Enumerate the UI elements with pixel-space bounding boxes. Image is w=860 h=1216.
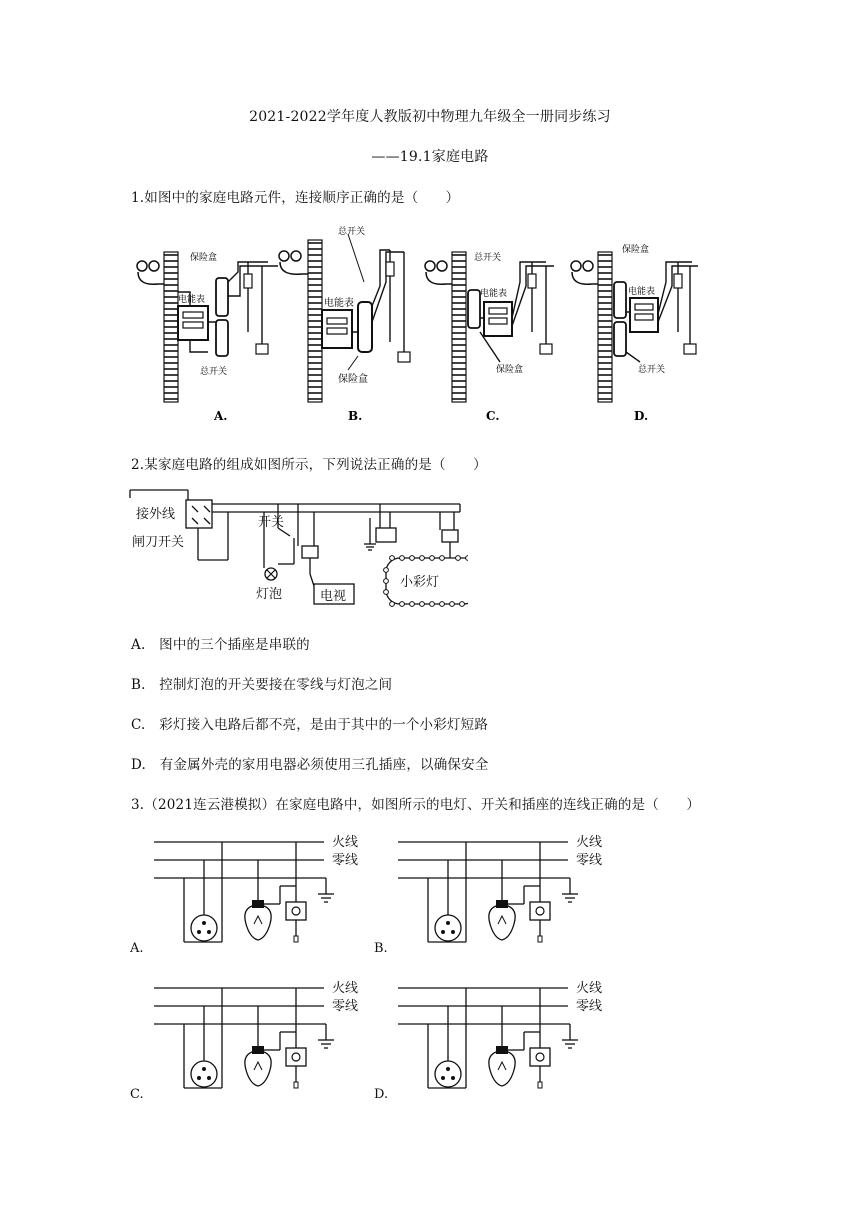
q1-panel-d [571,243,698,423]
lamp-icon [245,1052,271,1086]
lamp-icon [489,906,515,940]
socket-icon [191,915,217,941]
socket-icon [435,1061,461,1087]
q3-option-b: B. [374,941,388,956]
q3-option-c: C. [130,1087,144,1102]
tv-label: 电视 [320,589,347,604]
q1-b-fuse-label: 保险盒 [338,374,368,385]
switch-icon [286,902,306,920]
bulb-label: 灯泡 [256,587,283,602]
question-3-stem: 3.（2021连云港模拟）在家庭电路中，如图所示的电灯、开关和插座的连线正确的是（ ） [131,797,701,813]
q3-panel-b [374,834,602,956]
lamp-icon [489,1052,515,1086]
q1-b-meter-label: 电能表 [324,298,354,309]
q1-d-switch-label: 总开关 [638,365,666,375]
live-wire-label: 火线 [576,981,603,996]
question-3-figures [128,828,618,1108]
socket-icon [435,915,461,941]
question-1-figure [128,222,698,434]
document-title: 2021-2022学年度人教版初中物理九年级全一册同步练习 [249,109,611,125]
neutral-wire-label: 零线 [576,853,603,868]
q1-c-switch-label: 总开关 [474,253,502,263]
question-2-option-c: C. 彩灯接入电路后都不亮，是由于其中的一个小彩灯短路 [131,717,489,733]
live-wire-label: 火线 [332,981,359,996]
switch-icon [286,1048,306,1066]
q3-option-a: A. [130,941,144,956]
switch-label: 开关 [258,515,285,530]
switch-icon [530,902,550,920]
q1-option-b: B. [348,409,363,423]
q1-panel-b [279,225,410,423]
question-1-stem: 1.如图中的家庭电路元件，连接顺序正确的是（ ） [131,190,460,206]
live-wire-label: 火线 [576,835,603,850]
neutral-wire-label: 零线 [576,999,603,1014]
q3-panel-c [130,980,358,1102]
q3-panel-a [129,834,358,956]
document-subtitle: ——19.1家庭电路 [371,149,489,165]
q1-panel-c [425,251,554,423]
question-2-option-d: D. 有金属外壳的家用电器必须使用三孔插座，以确保安全 [131,757,489,773]
incoming-line-label: 接外线 [136,507,176,522]
q1-panel-a [137,251,278,423]
q3-panel-d [374,980,602,1102]
q1-option-c: C. [486,409,500,423]
q1-option-a: A. [214,409,228,423]
question-2-figure [128,488,468,610]
q1-a-meter-label: 电能表 [178,295,206,305]
question-2-option-a: A. 图中的三个插座是串联的 [131,637,310,653]
q1-c-fuse-label: 保险盒 [496,365,524,375]
socket-icon [191,1061,217,1087]
q1-d-fuse-label: 保险盒 [622,245,650,255]
q1-d-meter-label: 电能表 [628,287,656,297]
q1-b-switch-label: 总开关 [338,227,366,237]
neutral-wire-label: 零线 [332,853,359,868]
q1-option-d: D. [634,409,649,423]
bulb-icon [265,568,277,580]
q1-a-fuse-label: 保险盒 [190,253,218,263]
live-wire-label: 火线 [332,835,359,850]
neutral-wire-label: 零线 [332,999,359,1014]
lights-label: 小彩灯 [400,575,440,590]
q3-option-d: D. [374,1087,389,1102]
question-2-stem: 2.某家庭电路的组成如图所示，下列说法正确的是（ ） [131,457,487,473]
q1-c-meter-label: 电能表 [480,289,508,299]
q1-a-switch-label: 总开关 [200,367,228,377]
switch-icon [530,1048,550,1066]
question-2-option-b: B. 控制灯泡的开关要接在零线与灯泡之间 [131,677,393,693]
knife-switch-label: 闸刀开关 [132,535,185,550]
lamp-icon [245,906,271,940]
